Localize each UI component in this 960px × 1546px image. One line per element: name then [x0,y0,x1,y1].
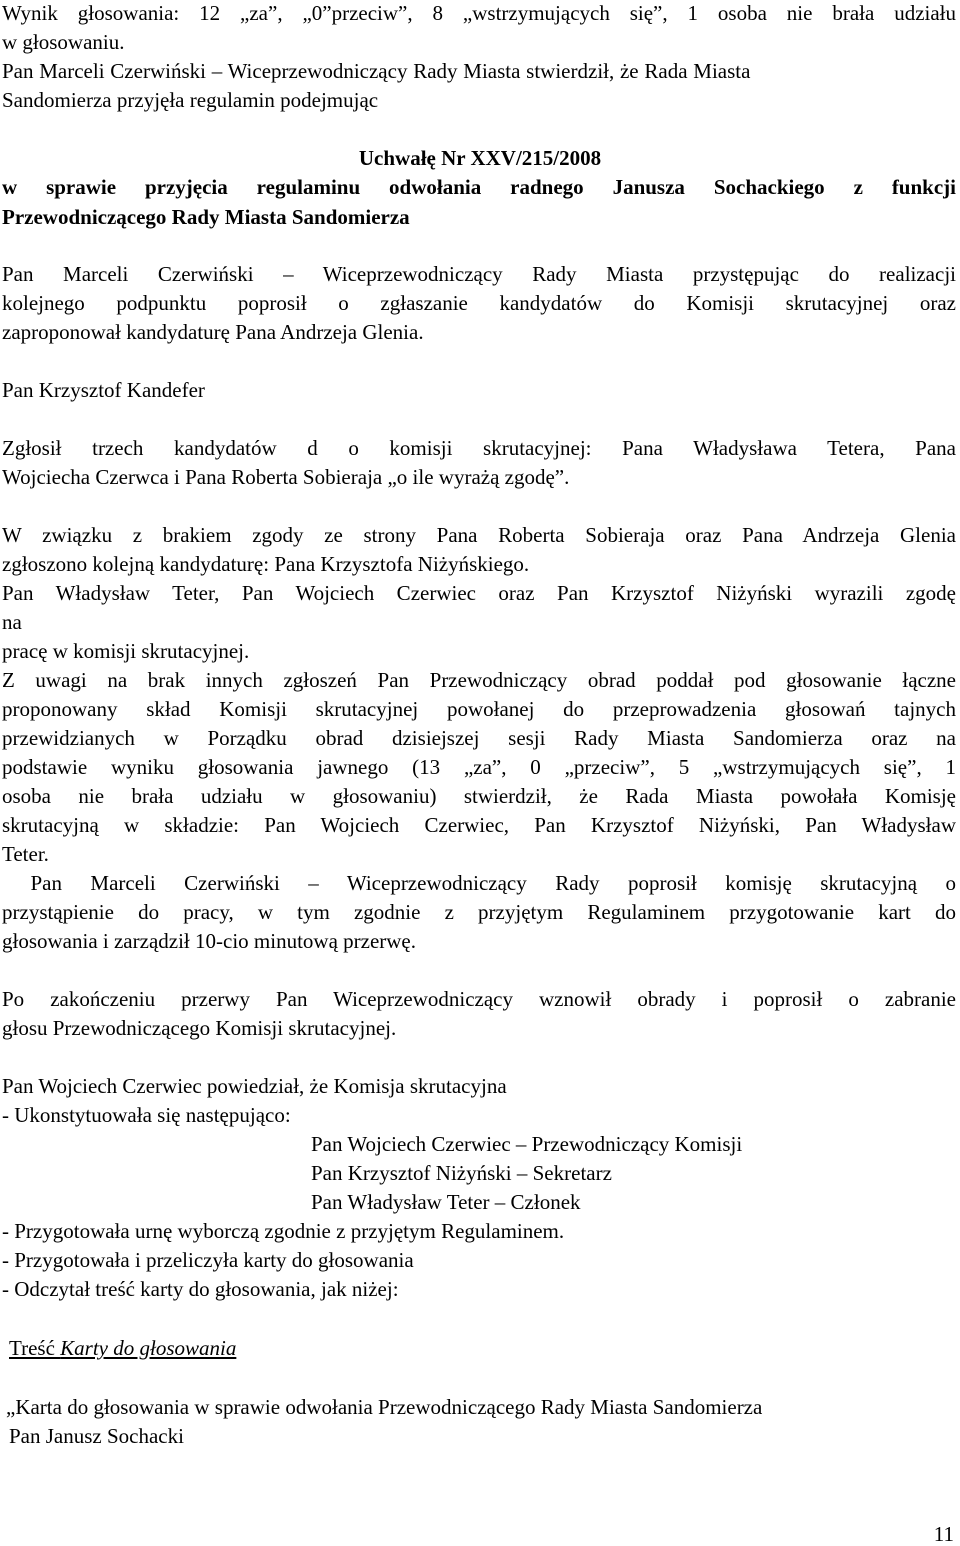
resolution-subject-line-2: Przewodniczącego Rady Miasta Sandomierza [2,205,410,229]
consent-line-5: pracę w komisji skrutacyjnej. [2,639,250,663]
statement-line-1: Pan Marceli Czerwiński – Wiceprzewodniczący Rady Miasta stwierdził, że Rada Miasta [2,59,751,83]
resolution-subject-line-1: w sprawie przyjęcia regulaminu odwołania radnego Janusza Sochackiego z funkcji [2,175,956,199]
break-line-3: głosowania i zarządził 10-cio minutową przerwę. [2,929,417,953]
break-line-2: przystąpienie do pracy, w tym zgodnie z przyjętym Regulaminem przygotowanie kart do [2,900,956,924]
page-number: 11 [933,1522,954,1546]
candidates-line-1: Zgłosił trzech kandydatów d o komisji skrutacyjnej: Pana Władysława Tetera, Pana [2,436,956,460]
ballot-heading-italic: Karty do głosowania [60,1336,237,1360]
speaker-name: Pan Krzysztof Kandefer [2,378,205,402]
vote2-line-1: Z uwagi na brak innych zgłoszeń Pan Przewodniczący obrad poddał pod głosowanie łączne [2,668,956,692]
consent-line-2: zgłoszono kolejną kandydaturę: Pana Krzysztofa Niżyńskiego. [2,552,530,576]
report-step-read: - Odczytał treść karty do głosowania, jak niżej: [2,1277,399,1301]
committee-member-secretary: Pan Krzysztof Niżyński – Sekretarz [311,1161,612,1185]
resume-line-1: Po zakończeniu przerwy Pan Wiceprzewodniczący wznowił obrady i poprosił o zabranie [2,987,956,1011]
statement-line-2: Sandomierza przyjęła regulamin podejmując [2,88,379,112]
break-line-1: Pan Marceli Czerwiński – Wiceprzewodniczący Rady poprosił komisję skrutacyjną o [2,871,956,895]
proposal-line-3: zaproponował kandydaturę Pana Andrzeja Glenia. [2,320,424,344]
report-step-urn: - Przygotowała urnę wyborczą zgodnie z przyjętym Regulaminem. [2,1219,565,1243]
committee-member-member: Pan Władysław Teter – Członek [311,1190,581,1214]
ballot-line-2: Pan Janusz Sochacki [9,1424,184,1448]
vote2-line-2: proponowany skład Komisji skrutacyjnej powołanej do przeprowadzenia głosowań tajnych [2,697,956,721]
consent-line-1: W związku z brakiem zgody ze strony Pana Roberta Sobieraja oraz Pana Andrzeja Glenia [2,523,956,547]
committee-member-chair: Pan Wojciech Czerwiec – Przewodniczący Komisji [311,1132,743,1156]
ballot-heading [9,1336,909,1360]
report-step-cards: - Przygotowała i przeliczyła karty do głosowania [2,1248,414,1272]
report-intro: Pan Wojciech Czerwiec powiedział, że Komisja skrutacyjna [2,1074,507,1098]
vote2-line-3: przewidzianych w Porządku obrad dzisiejszej sesji Rady Miasta Sandomierza oraz na [2,726,956,750]
report-constituted: - Ukonstytuowała się następująco: [2,1103,291,1127]
vote-result-line-1: Wynik głosowania: 12 „za”, „0”przeciw”, 8 „wstrzymujących się”, 1 osoba nie brała udziału [2,1,956,25]
vote-result-line-2: w głosowaniu. [2,30,125,54]
resume-line-2: głosu Przewodniczącego Komisji skrutacyjnej. [2,1016,397,1040]
proposal-line-2: kolejnego podpunktu poprosił o zgłaszanie kandydatów do Komisji skrutacyjnej oraz [2,291,956,315]
candidates-line-2: Wojciecha Czerwca i Pana Roberta Sobieraja „o ile wyrażą zgodę”. [2,465,570,489]
consent-line-3: Pan Władysław Teter, Pan Wojciech Czerwiec oraz Pan Krzysztof Niżyński wyrazili zgodę [2,581,956,605]
vote2-line-5: osoba nie brała udziału w głosowaniu) stwierdził, że Rada Miasta powołała Komisję [2,784,956,808]
ballot-line-1: „Karta do głosowania w sprawie odwołania Przewodniczącego Rady Miasta Sandomierza [6,1395,763,1419]
resolution-title: Uchwałę Nr XXV/215/2008 [358,146,602,170]
vote2-line-7: Teter. [2,842,49,866]
ballot-heading-plain: Treść [9,1336,61,1360]
proposal-line-1: Pan Marceli Czerwiński – Wiceprzewodniczący Rady Miasta przystępując do realizacji [2,262,956,286]
vote2-line-6: skrutacyjną w składzie: Pan Wojciech Czerwiec, Pan Krzysztof Niżyński, Pan Władysław [2,813,956,837]
consent-line-4: na [2,610,22,634]
vote2-line-4: podstawie wyniku głosowania jawnego (13 „za”, 0 „przeciw”, 5 „wstrzymujących się”, 1 [2,755,956,779]
